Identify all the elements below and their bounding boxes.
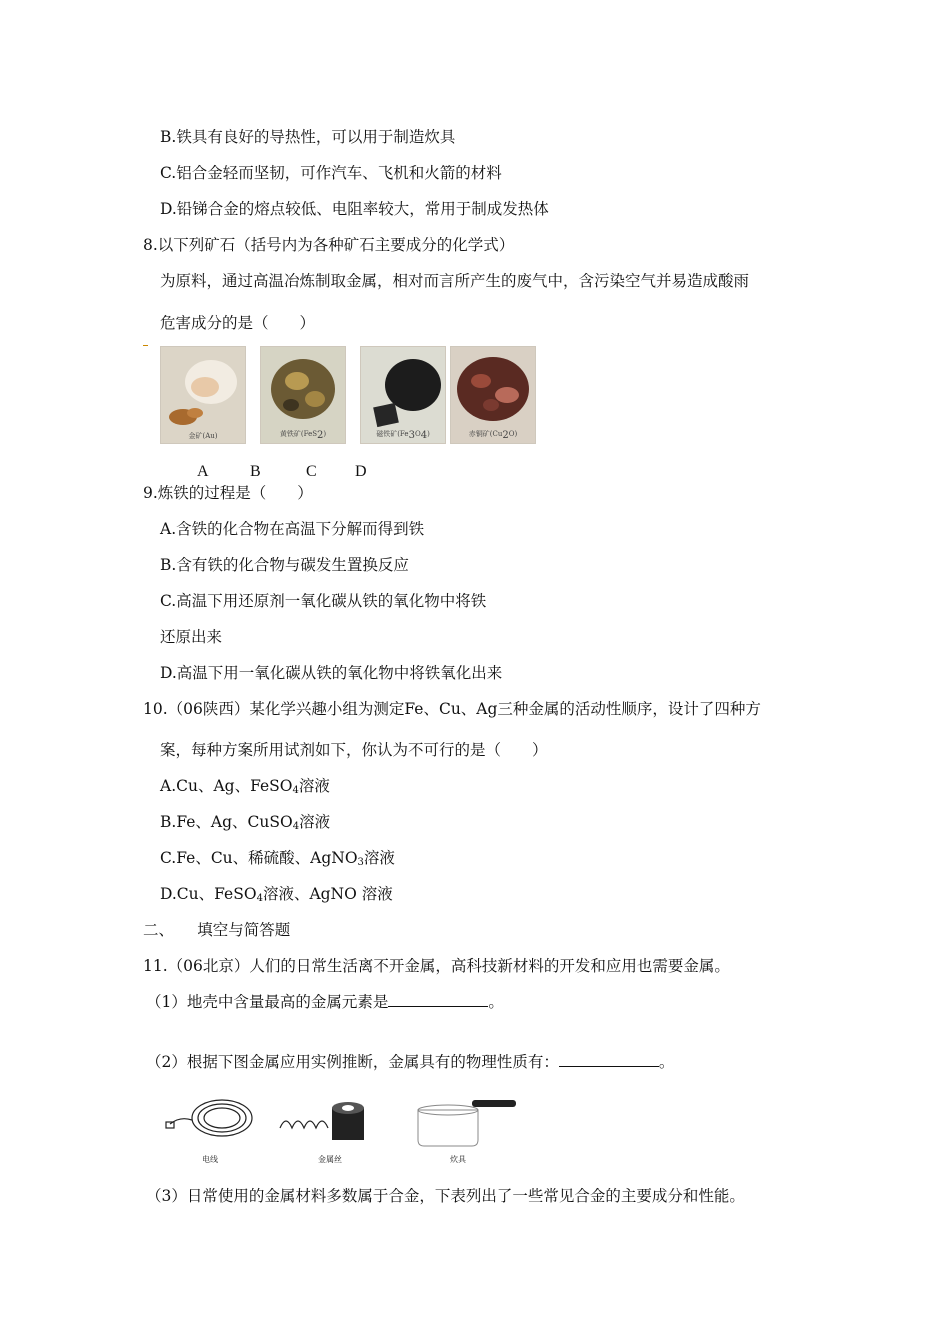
- ore-caption-gold: 金矿(Au): [188, 432, 218, 440]
- choice-label-c: C: [306, 463, 317, 480]
- option-b-text: B.铁具有良好的导热性，可以用于制造炊具: [160, 128, 456, 146]
- ore-magnetite: [360, 346, 446, 444]
- ore-caption-magnetite: 磁铁矿$(Fe_3O_4)$: [376, 430, 430, 441]
- caption-cookware: 炊具: [450, 1155, 466, 1164]
- q9-option-c: C.高温下用还原剂一氧化碳从铁的氧化物中将铁: [160, 592, 487, 610]
- metal-application-images: [160, 1088, 520, 1168]
- question-9-title: 9.炼铁的过程是（ ）: [143, 484, 313, 502]
- choice-label-a: A: [197, 463, 209, 480]
- choice-label-b: B: [250, 463, 261, 480]
- question-10-title: 10.（06陕西）某化学兴趣小组为测定Fe、Cu、Ag三种金属的活动性顺序，设计了四种方: [143, 700, 761, 718]
- metal-uses-icon: [160, 1088, 520, 1154]
- decorative-mark: [143, 345, 148, 346]
- question-8-body: 为原料，通过高温冶炼制取金属，相对而言所产生的废气中，含污染空气并易造成酸雨: [160, 272, 750, 290]
- question-8-title: 8.以下列矿石（括号内为各种矿石主要成分的化学式）: [143, 236, 515, 254]
- q9-option-b: B.含有铁的化合物与碳发生置换反应: [160, 556, 409, 574]
- question-8-prompt: 危害成分的是（ ）: [160, 314, 316, 332]
- answer-blank-1[interactable]: [388, 992, 488, 1007]
- ore-caption-pyrite: 黄铁矿(FeS$_2$): [279, 430, 327, 441]
- q11-part-1: （1）地壳中含量最高的金属元素是 。: [146, 993, 504, 1011]
- q11-part-3: （3）日常使用的金属材料多数属于合金，下表列出了一些常见合金的主要成分和性能。: [146, 1187, 745, 1205]
- answer-blank-2[interactable]: [559, 1052, 659, 1067]
- ore-caption-cuprite: 赤铜矿$(Cu_2O)$: [468, 430, 518, 441]
- ore-pyrite: [260, 346, 346, 444]
- gold-ore-icon: [161, 347, 245, 443]
- choice-label-d: D: [355, 463, 367, 480]
- q10-option-c: C.Fe、Cu、稀硫酸、AgNO$_3$溶液: [160, 849, 395, 868]
- caption-metal-wire: 金属丝: [318, 1155, 342, 1164]
- q9-option-a: A.含铁的化合物在高温下分解而得到铁: [160, 520, 425, 538]
- caption-wire: 电线: [202, 1155, 218, 1164]
- ore-gold: [160, 346, 246, 444]
- q10-option-b: B.Fe、Ag、CuSO$_4$溶液: [160, 813, 331, 832]
- option-d-text: D.铅锑合金的熔点较低、电阻率较大，常用于制成发热体: [160, 200, 549, 218]
- q10-option-d: D.Cu、FeSO$_4$溶液、AgNO 溶液: [160, 885, 393, 904]
- q11-part-2: （2）根据下图金属应用实例推断，金属具有的物理性质有： 。: [146, 1053, 675, 1071]
- q9-option-d: D.高温下用一氧化碳从铁的氧化物中将铁氧化出来: [160, 664, 503, 682]
- q10-option-a: A.Cu、Ag、FeSO$_4$溶液: [160, 777, 330, 796]
- q9-option-c-cont: 还原出来: [160, 628, 223, 646]
- ore-cuprite: [450, 346, 536, 444]
- question-11-title: 11.（06北京）人们的日常生活离不开金属，高科技新材料的开发和应用也需要金属。: [143, 957, 730, 975]
- ore-images: [160, 346, 538, 444]
- option-c-text: C.铝合金轻而坚韧，可作汽车、飞机和火箭的材料: [160, 164, 502, 182]
- section-2-heading: 二、 填空与简答题: [143, 921, 291, 939]
- question-10-body: 案，每种方案所用试剂如下，你认为不可行的是（ ）: [160, 741, 548, 759]
